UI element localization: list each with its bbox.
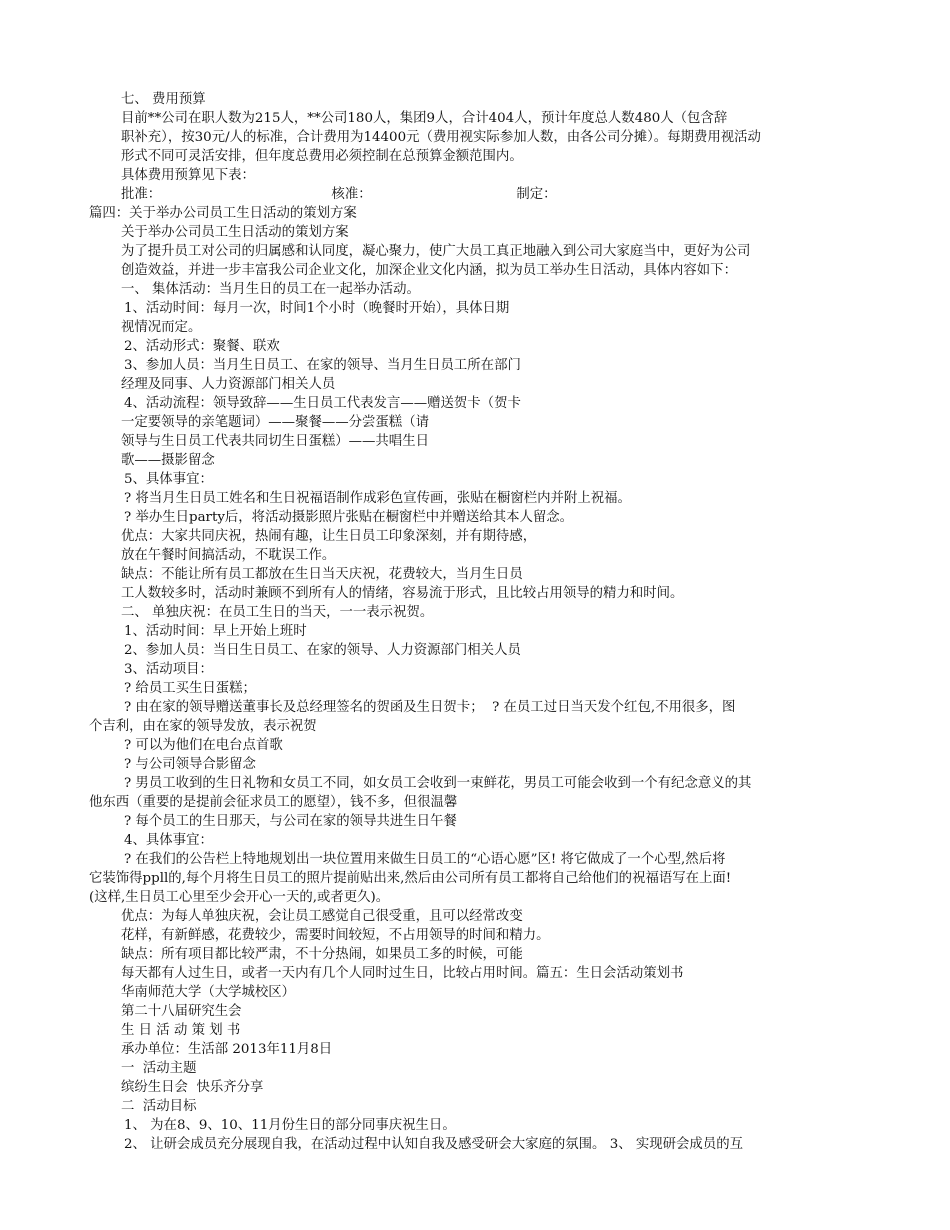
plan-title: 关于举办公司员工生日活动的策划方案 [121,225,349,240]
text-line: 1、活动时间：每月一次，时间1个小时（晚餐时开始），具体日期 [124,301,510,316]
text-line: 视情况而定。 [121,320,202,335]
text-line: 2、活动形式：聚餐、联欢 [124,339,280,354]
bullet-item: ? 每个员工的生日那天，与公司在家的领导共进生日午餐 [124,814,457,829]
text-line: 形式不同可灵活安排，但年度总费用必须控制在总预算金额范围内。 [121,149,523,164]
text-line: 缤纷生日会 快乐齐分享 [121,1080,264,1095]
chapter-heading-4: 篇四：关于举办公司员工生日活动的策划方案 [89,206,357,221]
text-line: 为了提升员工对公司的归属感和认同度，凝心聚力，使广大员工真正地融入到公司大家庭当中，更好为公司 [121,244,751,259]
text-line: 3、活动项目： [124,662,213,677]
text-line: 5、具体事宜： [124,472,213,487]
bullet-item: ? 与公司领导合影留念 [124,757,256,772]
bullet-item: ? 举办生日party后，将活动摄影照片张贴在橱窗栏中并赠送给其本人留念。 [124,510,574,525]
organization-name: 第二十八届研究生会 [121,1004,242,1019]
text-line: 1、活动时间：早上开始上班时 [124,624,307,639]
text-line: 具体费用预算见下表： [121,168,255,183]
text-line: 它装饰得ppll的,每个月将生日员工的照片提前贴出来,然后由公司所有员工都将自己给他们的祝福语写在上面! [89,871,732,886]
section-heading-theme: 一 活动主题 [121,1061,197,1076]
text-line: 缺点：所有项目都比较严肃，不十分热闹，如果员工多的时候，可能 [121,947,523,962]
bullet-item: ? 可以为他们在电台点首歌 [124,738,283,753]
bullet-item: ? 由在家的领导赠送董事长及总经理签名的贺函及生日贺卡； ? 在员工过日当天发个红包,不用很多，图 [124,700,736,715]
bullet-item: ? 给员工买生日蛋糕； [124,681,256,696]
text-line: 花样，有新鲜感，花费较少，需要时间较短，不占用领导的时间和精力。 [121,928,550,943]
text-line: 个吉利，由在家的领导发放，表示祝贺 [89,719,317,734]
text-line: 创造效益，并进一步丰富我公司企业文化，加深企业文化内涵，拟为员工举办生日活动，具体内容如下： [121,263,737,278]
text-line: 3、参加人员：当月生日员工、在家的领导、当月生日员工所在部门 [124,358,521,373]
text-line: 歌——摄影留念 [121,453,215,468]
text-line: 4、具体事宜： [124,833,213,848]
text-line: 职补充），按30元/人的标准，合计费用为14400元（费用视实际参加人数，由各公司分摊）。每期费用视活动 [121,130,761,145]
text-line: 放在午餐时间搞活动，不耽误工作。 [121,548,336,563]
text-line: 领导与生日员工代表共同切生日蛋糕）——共唱生日 [121,434,429,449]
section-heading-group: 一、 集体活动：当月生日的员工在一起举办活动。 [121,282,420,297]
section-heading-budget: 七、 费用预算 [121,92,206,107]
text-line: 工人数较多时，活动时兼顾不到所有人的情绪，容易流于形式，且比较占用领导的精力和时间。 [121,586,684,601]
text-line: 优点：大家共同庆祝，热闹有趣，让生日员工印象深刻，并有期待感， [121,529,537,544]
section-heading-individual: 二、 单独庆祝：在员工生日的当天，一一表示祝贺。 [121,605,434,620]
text-line: 优点：为每人单独庆祝，会让员工感觉自己很受重，且可以经常改变 [121,909,523,924]
bullet-item: ? 男员工收到的生日礼物和女员工不同，如女员工会收到一束鲜花，男员工可能会收到一个有纪念意义的其 [124,776,752,791]
plan-title-birthday: 生 日 活 动 策 划 书 [121,1023,241,1038]
text-line: 每天都有人过生日，或者一天内有几个人同时过生日，比较占用时间。篇五：生日会活动策划书 [121,966,684,981]
approval-line: 批准： 核准： 制定： [121,187,557,202]
university-name: 华南师范大学（大学城校区） [121,985,296,1000]
text-line: 经理及同事、人力资源部门相关人员 [121,377,336,392]
section-heading-goals: 二 活动目标 [121,1099,197,1114]
text-line: 2、参加人员：当日生日员工、在家的领导、人力资源部门相关人员 [124,643,521,658]
text-line: 4、活动流程：领导致辞——生日员工代表发言——赠送贺卡（贺卡 [124,396,521,411]
text-line: 2、 让研会成员充分展现自我，在活动过程中认知自我及感受研会大家庭的氛围。 3、 实现研会成员的互 [124,1137,743,1152]
text-line: 一定要领导的亲笔题词）——聚餐——分尝蛋糕（请 [121,415,429,430]
text-line: 他东西（重要的是提前会征求员工的愿望），钱不多，但很温馨 [89,795,458,810]
text-line: 目前**公司在职人数为215人，**公司180人，集团9人，合计404人，预计年度总人数480人（包含辞 [121,111,728,126]
bullet-item: ? 在我们的公告栏上特地规划出一块位置用来做生日员工的“心语心愿”区! 将它做成了一个心型,然后将 [124,852,726,867]
bullet-item: ? 将当月生日员工姓名和生日祝福语制作成彩色宣传画，张贴在橱窗栏内并附上祝福。 [124,491,631,506]
text-line: 缺点：不能让所有员工都放在生日当天庆祝，花费较大，当月生日员 [121,567,523,582]
text-line: 1、 为在8、9、10、11月份生日的部分同事庆祝生日。 [124,1118,456,1133]
text-line: (这样,生日员工心里至少会开心一天的,或者更久)。 [89,890,390,905]
organizer-line: 承办单位：生活部 2013年11月8日 [121,1042,333,1057]
